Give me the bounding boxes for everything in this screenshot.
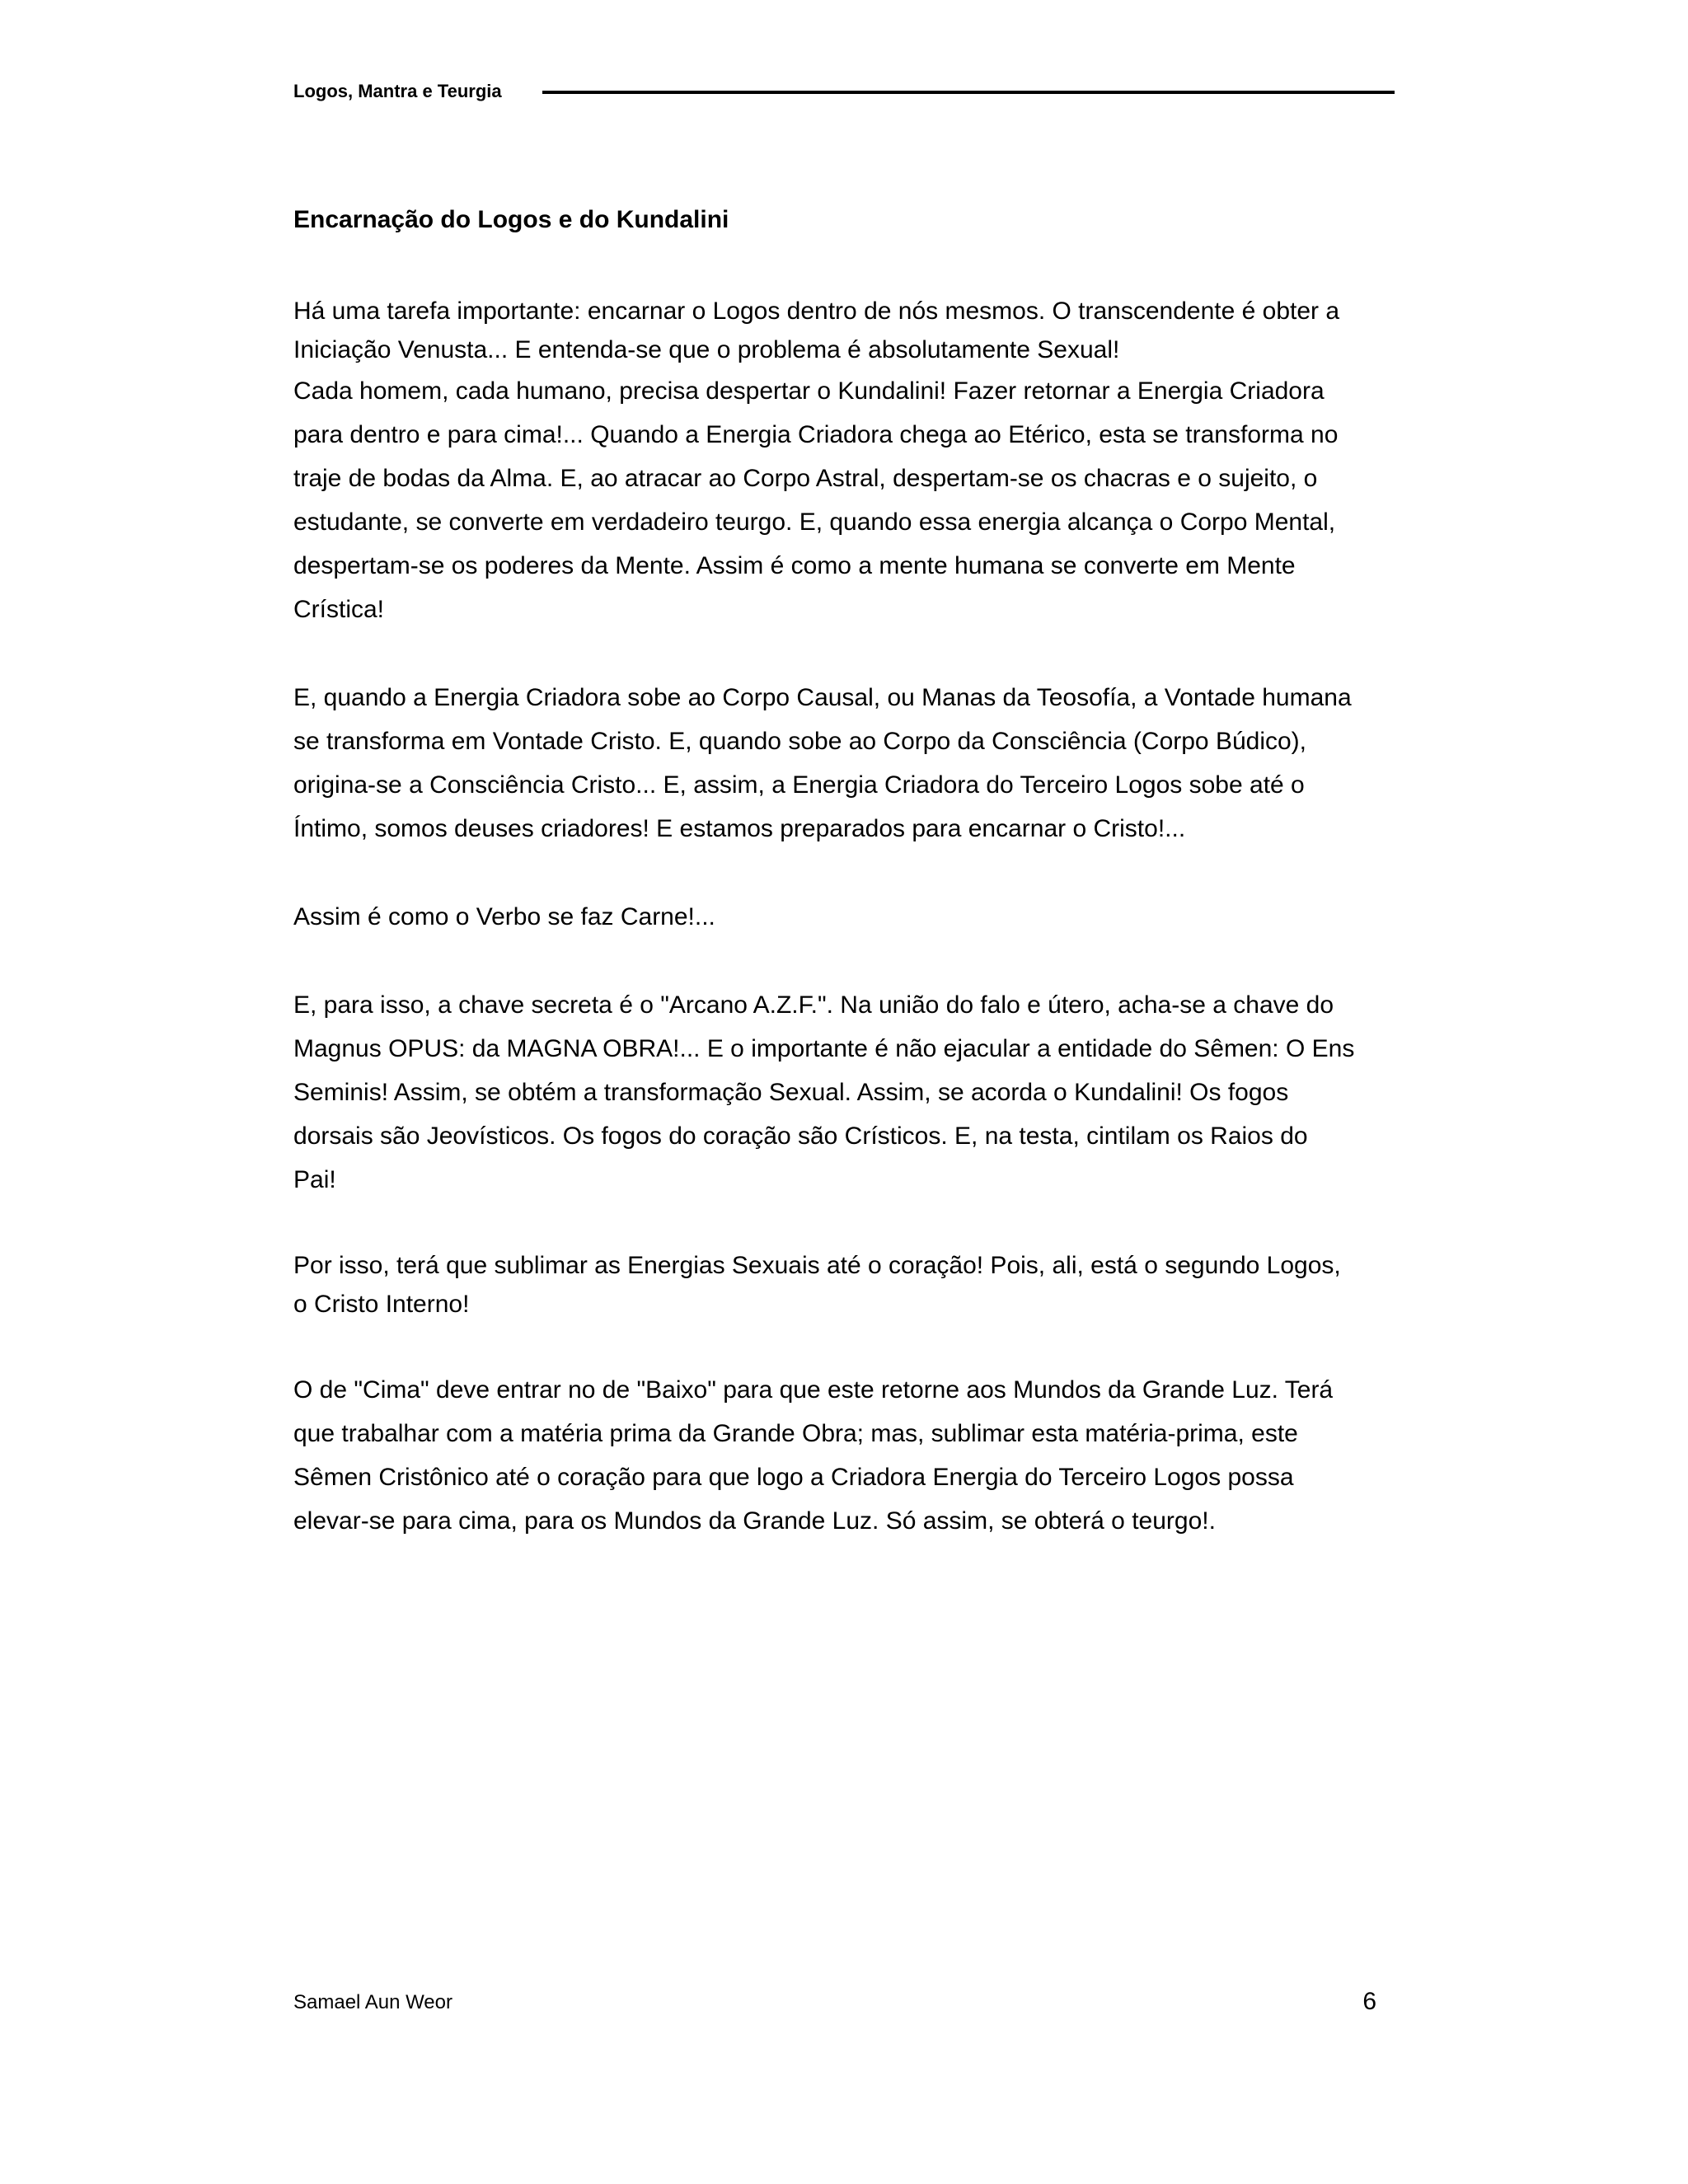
paragraph: Assim é como o Verbo se faz Carne!... bbox=[293, 903, 715, 930]
paragraph: Cada homem, cada humano, precisa despertar o Kundalini! Fazer retornar a Energia Criadora para dentro e para cima!... Quando a Energia Criadora chega ao Etérico, esta se transforma no traje de bodas da Alma. E, ao atracar ao Corpo Astral, despertam-se os chacras e o sujeito, o estudante, se converte em verdadeiro teurgo. E, quando essa energia alcança o Corpo Mental, despertam-se os poderes da Mente. Assim é como a mente humana se converte em Mente Crística! bbox=[293, 377, 1339, 623]
paragraph: O de "Cima" deve entrar no de "Baixo" para que este retorne aos Mundos da Grande Luz. Terá que trabalhar com a matéria prima da Grande Obra; mas, sublimar esta matéria-prima, este Sêmen Cristônico até o coração para que logo a Criadora Energia do Terceiro Logos possa elevar-se para cima, para os Mundos da Grande Luz. Só assim, se obterá o teurgo!. bbox=[293, 1376, 1334, 1535]
page-body bbox=[293, 203, 1357, 1587]
paragraph-group-intro bbox=[293, 292, 1357, 631]
footer-author: Samael Aun Weor bbox=[293, 1991, 452, 2013]
chapter-title: Encarnação do Logos e do Kundalini bbox=[293, 206, 729, 233]
header-rule bbox=[542, 91, 1395, 94]
page-header bbox=[293, 79, 1395, 104]
paragraph: E, para isso, a chave secreta é o "Arcano A.Z.F.". Na união do falo e útero, acha-se a chave do Magnus OPUS: da MAGNA OBRA!... E o importante é não ejacular a entidade do Sêmen: O Ens Seminis! Assim, se obtém a transformação Sexual. Assim, se acorda o Kundalini! Os fogos dorsais são Jeovísticos. Os fogos do coração são Crísticos. E, na testa, cintilam os Raios do Pai! bbox=[293, 991, 1355, 1193]
running-header-title: Logos, Mantra e Teurgia bbox=[293, 81, 502, 101]
paragraph: Por isso, terá que sublimar as Energias Sexuais até o coração! Pois, ali, está o segundo Logos, o Cristo Interno! bbox=[293, 1252, 1341, 1318]
paragraph: Há uma tarefa importante: encarnar o Logos dentro de nós mesmos. O transcendente é obter a Iniciação Venusta... E entenda-se que o problema é absolutamente Sexual! bbox=[293, 298, 1340, 363]
page-number: 6 bbox=[1362, 1988, 1376, 2015]
paragraph: E, quando a Energia Criadora sobe ao Corpo Causal, ou Manas da Teosofía, a Vontade humana se transforma em Vontade Cristo. E, quando sobe ao Corpo da Consciência (Corpo Búdico), origina-se a Consciência Cristo... E, assim, a Energia Criadora do Terceiro Logos sobe até o Íntimo, somos deuses criadores! E estamos preparados para encarnar o Cristo!... bbox=[293, 684, 1352, 842]
